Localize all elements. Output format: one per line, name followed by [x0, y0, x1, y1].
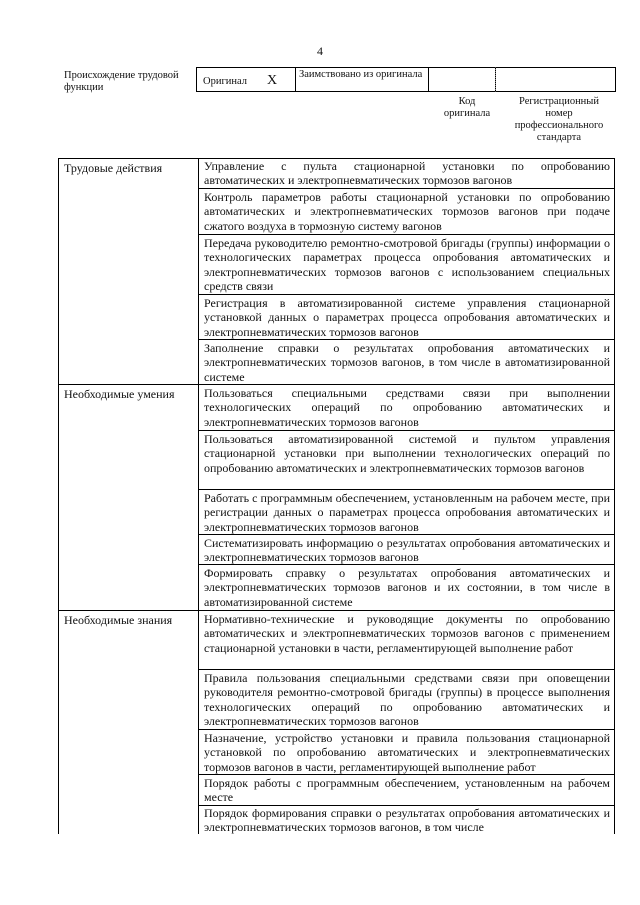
labor-function-table [58, 158, 615, 834]
original-cell [196, 67, 296, 92]
row-divider [198, 234, 615, 235]
row-divider [198, 774, 615, 775]
row-divider [198, 489, 615, 490]
list-item: Контроль параметров работы стационарной установки по опробованию автоматических и электропневматических тормозов вагонов при подаче сжатого воздуха в тормозную систему вагонов [204, 190, 610, 233]
list-item: Систематизировать информацию о результатах опробования автоматических и электропневматических тормозов вагонов [204, 536, 610, 565]
list-item: Порядок формирования справки о результатах опробования автоматических и электропневматических тормозов вагонов, в том числе [204, 806, 610, 835]
list-item: Управление с пульта стационарной установки по опробованию автоматических и электропневматических тормозов вагонов [204, 159, 610, 188]
section-label-knowledge: Необходимые знания [64, 613, 173, 627]
code-cell [428, 67, 496, 92]
reg-number-label: Регистрационный номер профессионального стандарта [514, 96, 604, 143]
borrowed-label: Заимствовано из оригинала [295, 67, 429, 92]
list-item: Порядок работы с программным обеспечением, установленным на рабочем месте [204, 776, 610, 805]
row-divider [198, 564, 615, 565]
list-item: Работать с программным обеспечением, установленным на рабочем месте, при регистрации данных о параметрах процесса опробования автоматических и электропневматических тормозов вагонов [204, 491, 610, 534]
row-divider [198, 339, 615, 340]
row-divider [198, 430, 615, 431]
row-divider [198, 534, 615, 535]
page-number: 4 [317, 44, 323, 58]
row-divider [198, 729, 615, 730]
code-label: Код оригинала [443, 96, 491, 119]
origin-label: Происхождение трудовой функции [64, 70, 179, 93]
row-divider [198, 669, 615, 670]
list-item: Назначение, устройство установки и правила пользования стационарной установкой по опробованию автоматических и электропневматических тормозов вагонов в части, регламентирующей выполнение работ [204, 731, 610, 774]
list-item: Заполнение справки о результатах опробования автоматических и электропневматических тормозов вагонов, в том числе в автоматизированной системе [204, 341, 610, 384]
original-label: Оригинал [203, 76, 247, 87]
table-border [614, 158, 615, 834]
section-label-skills: Необходимые умения [64, 387, 175, 401]
list-item: Регистрация в автоматизированной системе управления стационарной установкой данных о параметрах процесса опробования автоматических и электропневматических тормозов вагонов [204, 296, 610, 339]
row-divider [198, 294, 615, 295]
row-divider [198, 188, 615, 189]
list-item: Пользоваться автоматизированной системой и пультом управления стационарной установки при выполнении технологических операций по опробованию автоматических и электропневматических тормозов вагонов [204, 432, 610, 475]
origin-table [196, 67, 616, 92]
list-item: Передача руководителю ремонтно-смотровой бригады (группы) информации о технологических параметрах процесса опробования автоматических и электропневматических тормозов вагонов с использованием специальных средств связи [204, 236, 610, 294]
original-mark: X [267, 73, 278, 88]
table-border [198, 158, 199, 834]
section-divider [58, 610, 615, 611]
section-divider [58, 384, 615, 385]
section-label-labor-actions: Трудовые действия [64, 161, 163, 175]
table-border [58, 158, 59, 834]
list-item: Формировать справку о результатах опробования автоматических и электропневматических тормозов вагонов и их состоянии, в том числе в автоматизированной системе [204, 566, 610, 609]
list-item: Пользоваться специальными средствами связи при выполнении технологических операций по опробованию автоматических и электропневматических тормозов вагонов [204, 386, 610, 429]
list-item: Нормативно-технические и руководящие документы по опробованию автоматических и электропневматических тормозов вагонов с применением стационарной установки в части, регламентирующей выполнение работ [204, 612, 610, 655]
reg-number-cell [495, 67, 616, 92]
list-item: Правила пользования специальными средствами связи при оповещении руководителя ремонтно-смотровой бригады (группы) в процессе выполнения технологических операций по опробованию автоматических и электропневматических тормозов вагонов [204, 671, 610, 729]
